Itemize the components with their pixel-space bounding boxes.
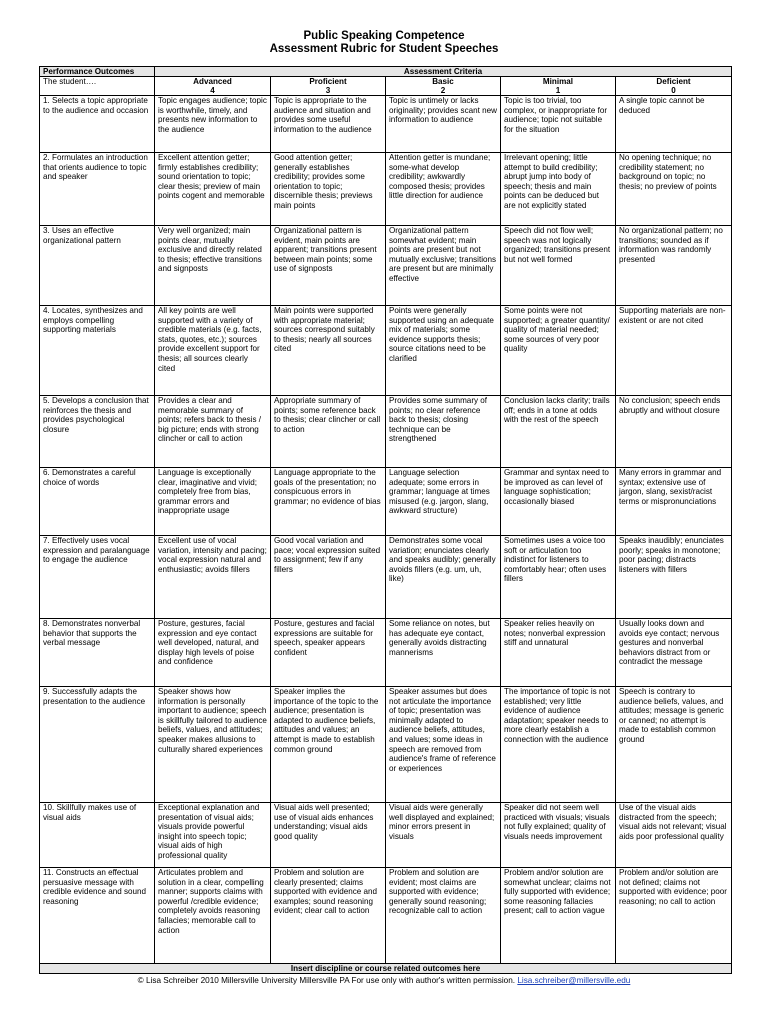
criteria-cell: Main points were supported with appropriate material; sources correspond suitably to thesis; nearly all sources cited xyxy=(271,306,386,396)
rubric-row xyxy=(40,96,732,153)
level-score: 2 xyxy=(440,86,446,95)
criteria-cell: Provides some summary of points; no clear reference back to thesis; closing technique can be strengthened xyxy=(386,396,501,468)
insert-outcomes-row xyxy=(40,964,732,974)
criteria-cell: Problem and/or solution are not defined; claims not supported with evidence; poor reasoning; no call to action xyxy=(616,868,732,964)
outcome-cell: 10. Skillfully makes use of visual aids xyxy=(40,803,155,868)
criteria-cell: Usually looks down and avoids eye contact; nervous gestures and nonverbal behaviors distract from or contradict the message xyxy=(616,619,732,687)
criteria-cell: Speaker assumes but does not articulate the importance of topic; presentation was minimally adapted to audience beliefs, attitudes, and values; some ideas in speech are removed from audience's frame of reference or experiences xyxy=(386,687,501,803)
outcome-cell: 9. Successfully adapts the presentation to the audience xyxy=(40,687,155,803)
rubric-row xyxy=(40,153,732,226)
outcome-cell: 4. Locates, synthesizes and employs compelling supporting materials xyxy=(40,306,155,396)
criteria-cell: Speech is contrary to audience beliefs, values, and attitudes; message is generic or canned; no attempt is made to establish common ground xyxy=(616,687,732,803)
rubric-row xyxy=(40,536,732,619)
criteria-cell: Topic is appropriate to the audience and situation and provides some useful information to the audience xyxy=(271,96,386,153)
header-row-levels xyxy=(40,77,732,96)
page-footer xyxy=(0,976,768,986)
outcome-cell: 5. Develops a conclusion that reinforces the thesis and provides psychological closure xyxy=(40,396,155,468)
rubric-row xyxy=(40,306,732,396)
criteria-cell: Speaks inaudibly; enunciates poorly; speaks in monotone; poor pacing; distracts listeners with fillers xyxy=(616,536,732,619)
rubric-row xyxy=(40,226,732,306)
level-header-basic xyxy=(386,77,501,96)
level-header-proficient xyxy=(271,77,386,96)
criteria-cell: No conclusion; speech ends abruptly and without closure xyxy=(616,396,732,468)
outcome-cell: 7. Effectively uses vocal expression and paralanguage to engage the audience xyxy=(40,536,155,619)
level-header-deficient xyxy=(616,77,732,96)
level-score: 4 xyxy=(210,86,215,95)
criteria-cell: Sometimes uses a voice too soft or articulation too indistinct for listeners to comfortably hear; often uses fillers xyxy=(501,536,616,619)
criteria-cell: Problem and/or solution are somewhat unclear; claims not fully supported with evidence; some reasoning fallacies present; call to action vague xyxy=(501,868,616,964)
criteria-cell: Problem and solution are clearly presented; claims supported with evidence and examples; sound reasoning evident; clear call to action xyxy=(271,868,386,964)
criteria-cell: Excellent use of vocal variation, intensity and pacing; vocal expression natural and enthusiastic; avoids fillers xyxy=(155,536,271,619)
criteria-cell: Topic is untimely or lacks originality; provides scant new information to audience xyxy=(386,96,501,153)
criteria-cell: Speaker shows how information is personally important to audience; speech is skillfully tailored to audience beliefs, values, and attitudes; speaker makes allusions to culturally shared experiences xyxy=(155,687,271,803)
criteria-cell: Grammar and syntax need to be improved as can level of language sophistication; occasionally biased xyxy=(501,468,616,536)
criteria-cell: Problem and solution are evident; most claims are supported with evidence; generally sound reasoning; recognizable call to action xyxy=(386,868,501,964)
level-name: Deficient xyxy=(656,77,691,86)
criteria-cell: Visual aids well presented; use of visual aids enhances understanding; visual aids good quality xyxy=(271,803,386,868)
criteria-cell: Good attention getter; generally establishes credibility; provides some orientation to topic; discernible thesis; previews main points xyxy=(271,153,386,226)
rubric-row xyxy=(40,396,732,468)
level-name: Minimal xyxy=(542,77,574,86)
rubric-row xyxy=(40,868,732,964)
copyright-text: © Lisa Schreiber 2010 Millersville University Millersville PA For use only with author's written permission. xyxy=(137,976,518,985)
criteria-cell: The importance of topic is not established; very little evidence of audience adaptation; speaker needs to more clearly establish a connection with the audience xyxy=(501,687,616,803)
criteria-cell: Points were generally supported using an adequate mix of materials; some evidence supports thesis; source citations need to be clarified xyxy=(386,306,501,396)
criteria-cell: Language is exceptionally clear, imaginative and vivid; completely free from bias, grammar errors and inappropriate usage xyxy=(155,468,271,536)
rubric-table xyxy=(39,66,732,974)
level-header-advanced xyxy=(155,77,271,96)
criteria-cell: Speaker did not seem well practiced with visuals; visuals not fully explained; quality of visuals needs improvement xyxy=(501,803,616,868)
criteria-cell: Attention getter is mundane; some-what develop credibility; awkwardly composed thesis; provides little direction for audience xyxy=(386,153,501,226)
criteria-cell: Some reliance on notes, but has adequate eye contact, generally avoids distracting mannerisms xyxy=(386,619,501,687)
criteria-cell: Provides a clear and memorable summary of points; refers back to thesis / big picture; ends with strong clincher or call to action xyxy=(155,396,271,468)
criteria-cell: Appropriate summary of points; some reference back to thesis; clear clincher or call to action xyxy=(271,396,386,468)
criteria-cell: Exceptional explanation and presentation of visual aids; visuals provide powerful insight into speech topic; visual aids of high professional quality xyxy=(155,803,271,868)
outcome-cell: 3. Uses an effective organizational pattern xyxy=(40,226,155,306)
criteria-cell: Posture, gestures and facial expressions are suitable for speech, speaker appears confident xyxy=(271,619,386,687)
criteria-cell: Speech did not flow well; speech was not logically organized; transitions present but not well formed xyxy=(501,226,616,306)
criteria-cell: No opening technique; no credibility statement; no background on topic; no thesis; no preview of points xyxy=(616,153,732,226)
level-score: 3 xyxy=(325,86,331,95)
criteria-cell: Language appropriate to the goals of the presentation; no conspicuous errors in grammar; no evidence of bias xyxy=(271,468,386,536)
criteria-cell: Articulates problem and solution in a clear, compelling manner; supports claims with powerful /credible evidence; completely avoids reasoning fallacies; memorable call to action xyxy=(155,868,271,964)
outcome-cell: 11. Constructs an effectual persuasive message with credible evidence and sound reasoning xyxy=(40,868,155,964)
rubric-row xyxy=(40,803,732,868)
header-row-top xyxy=(40,67,732,77)
assessment-criteria-header: Assessment Criteria xyxy=(155,67,732,77)
criteria-cell: Speaker relies heavily on notes; nonverbal expression stiff and unnatural xyxy=(501,619,616,687)
criteria-cell: Very well organized; main points clear, mutually exclusive and directly related to thesis; effective transitions and signposts xyxy=(155,226,271,306)
author-email-link[interactable]: Lisa.schreiber@millersville.edu xyxy=(517,976,631,985)
rubric-row xyxy=(40,468,732,536)
criteria-cell: Language selection adequate; some errors in grammar; language at times misused (e.g. jargon, slang, awkward structure) xyxy=(386,468,501,536)
criteria-cell: Visual aids were generally well displayed and explained; minor errors present in visuals xyxy=(386,803,501,868)
criteria-cell: Posture, gestures, facial expression and eye contact well developed, natural, and display high levels of poise and confidence xyxy=(155,619,271,687)
rubric-row xyxy=(40,687,732,803)
student-label: The student…. xyxy=(40,77,155,96)
page-subtitle: Assessment Rubric for Student Speeches xyxy=(269,43,499,55)
level-name: Proficient xyxy=(309,77,347,86)
criteria-cell: Many errors in grammar and syntax; extensive use of jargon, slang, sexist/racist terms or mispronunciations xyxy=(616,468,732,536)
outcome-cell: 6. Demonstrates a careful choice of words xyxy=(40,468,155,536)
criteria-cell: Organizational pattern somewhat evident; main points are present but not mutually exclusive; transitions are present but are minimally effective xyxy=(386,226,501,306)
rubric-row xyxy=(40,619,732,687)
criteria-cell: Conclusion lacks clarity; trails off; ends in a tone at odds with the rest of the speech xyxy=(501,396,616,468)
level-score: 1 xyxy=(555,86,561,95)
outcome-cell: 2. Formulates an introduction that orients audience to topic and speaker xyxy=(40,153,155,226)
criteria-cell: Use of the visual aids distracted from the speech; visual aids not relevant; visual aids poor professional quality xyxy=(616,803,732,868)
criteria-cell: Irrelevant opening; little attempt to build credibility; abrupt jump into body of speech; thesis and main points can be deduced but are not explicitly stated xyxy=(501,153,616,226)
criteria-cell: Supporting materials are non-existent or are not cited xyxy=(616,306,732,396)
insert-outcomes-cell: Insert discipline or course related outcomes here xyxy=(40,964,732,974)
criteria-cell: Excellent attention getter; firmly establishes credibility; sound orientation to topic; clear thesis; preview of main points cogent and memorable xyxy=(155,153,271,226)
page-title: Public Speaking Competence xyxy=(303,30,465,42)
criteria-cell: Good vocal variation and pace; vocal expression suited to assignment; few if any fillers xyxy=(271,536,386,619)
criteria-cell: Organizational pattern is evident, main points are apparent; transitions present between main points; some use of signposts xyxy=(271,226,386,306)
level-score: 0 xyxy=(671,86,676,95)
outcome-cell: 1. Selects a topic appropriate to the audience and occasion xyxy=(40,96,155,153)
level-name: Advanced xyxy=(193,77,232,86)
criteria-cell: Topic engages audience; topic is worthwhile, timely, and presents new information to the audience xyxy=(155,96,271,153)
outcome-cell: 8. Demonstrates nonverbal behavior that supports the verbal message xyxy=(40,619,155,687)
criteria-cell: Topic is too trivial, too complex, or inappropriate for audience; topic not suitable for the situation xyxy=(501,96,616,153)
level-header-minimal xyxy=(501,77,616,96)
criteria-cell: Some points were not supported; a greater quantity/ quality of material needed; some sources of very poor quality xyxy=(501,306,616,396)
criteria-cell: Demonstrates some vocal variation; enunciates clearly and speaks audibly; generally avoids fillers (e.g. um, uh, like) xyxy=(386,536,501,619)
level-name: Basic xyxy=(432,77,454,86)
criteria-cell: No organizational pattern; no transitions; sounded as if information was randomly presented xyxy=(616,226,732,306)
criteria-cell: All key points are well supported with a variety of credible materials (e.g. facts, stats, quotes, etc.); sources provide excellent support for thesis; all sources clearly cited xyxy=(155,306,271,396)
criteria-cell: Speaker implies the importance of the topic to the audience; presentation is adapted to audience beliefs, attitudes and values; an attempt is made to establish common ground xyxy=(271,687,386,803)
criteria-cell: A single topic cannot be deduced xyxy=(616,96,732,153)
performance-outcomes-header: Performance Outcomes xyxy=(40,67,155,77)
